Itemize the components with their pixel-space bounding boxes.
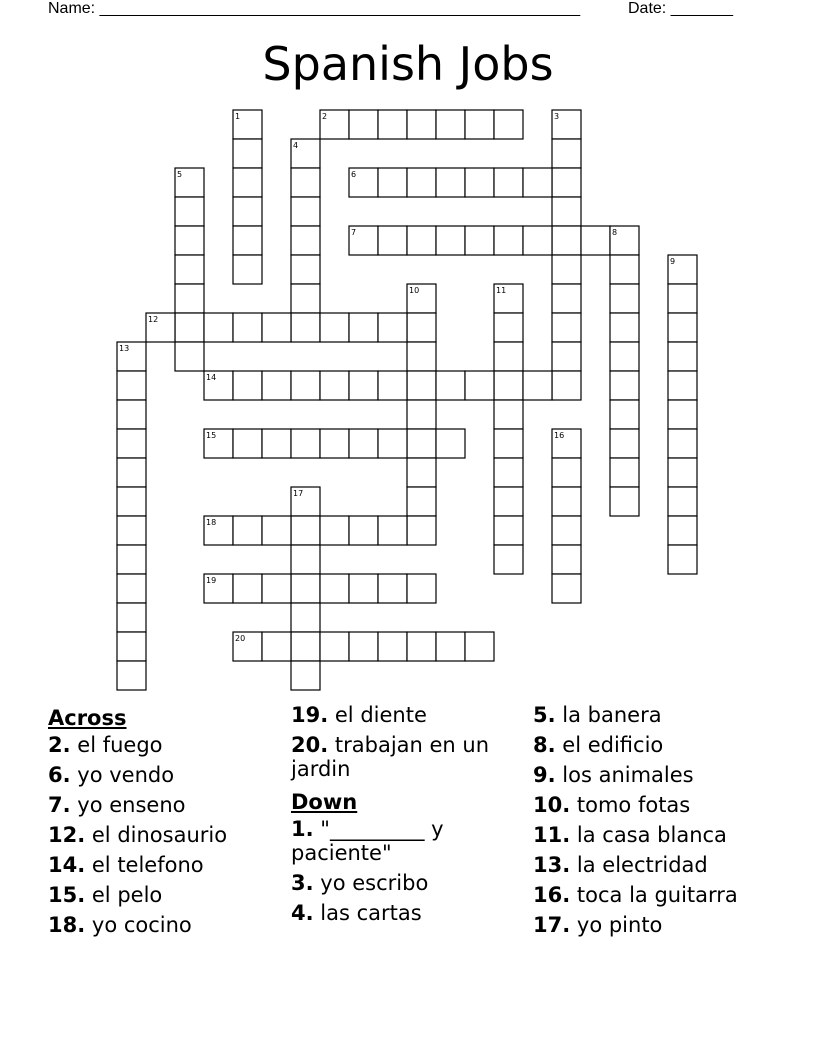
grid-cell[interactable] (291, 197, 320, 226)
grid-cell[interactable] (494, 458, 523, 487)
clue-down-3: 3. yo escribo (291, 871, 429, 895)
grid-cell[interactable] (175, 197, 204, 226)
grid-cell[interactable] (349, 429, 378, 458)
grid-cell[interactable] (407, 574, 436, 603)
grid-cell[interactable] (407, 516, 436, 545)
grid-cell[interactable] (494, 110, 523, 139)
name-label: Name: ______________________________________________________ (48, 0, 581, 17)
clue-across-18: 18. yo cocino (48, 913, 192, 937)
grid-cell[interactable] (291, 284, 320, 313)
grid-cell[interactable] (407, 110, 436, 139)
clue-number-16: 16 (554, 431, 565, 440)
clue-number-18: 18 (206, 518, 217, 527)
clue-number-5: 5 (177, 170, 183, 179)
clue-number-12: 12 (148, 315, 159, 324)
grid-cell[interactable] (175, 313, 204, 342)
grid-cell[interactable] (262, 371, 291, 400)
grid-cell[interactable] (233, 429, 262, 458)
grid-cell[interactable] (610, 400, 639, 429)
grid-cell[interactable] (117, 400, 146, 429)
grid-cell[interactable] (668, 458, 697, 487)
clue-across-2: 2. el fuego (48, 733, 163, 757)
grid-cell[interactable] (523, 371, 552, 400)
grid-cell[interactable] (233, 371, 262, 400)
grid-cell[interactable] (465, 632, 494, 661)
grid-cell[interactable] (378, 371, 407, 400)
clue-column-2 (291, 703, 523, 931)
clue-number-13: 13 (119, 344, 130, 353)
clue-down-16: 16. toca la guitarra (533, 883, 738, 907)
grid-cell[interactable] (233, 255, 262, 284)
grid-cell[interactable] (291, 313, 320, 342)
grid-cell[interactable] (175, 255, 204, 284)
grid-cell[interactable] (320, 516, 349, 545)
grid-cell[interactable] (349, 110, 378, 139)
grid-cell[interactable] (523, 168, 552, 197)
clue-down-10: 10. tomo fotas (533, 793, 691, 817)
grid-cell[interactable] (552, 487, 581, 516)
grid-cell[interactable] (668, 429, 697, 458)
grid-cell[interactable] (407, 458, 436, 487)
grid-cell[interactable] (291, 632, 320, 661)
clue-number-11: 11 (496, 286, 507, 295)
grid-cell[interactable] (233, 168, 262, 197)
grid-cell[interactable] (436, 632, 465, 661)
grid-cell[interactable] (349, 371, 378, 400)
grid-cell[interactable] (552, 313, 581, 342)
grid-cell[interactable] (233, 197, 262, 226)
grid-cell[interactable] (320, 371, 349, 400)
clue-across-20: 20. trabajan en un jardin (291, 733, 490, 781)
grid-cell[interactable] (262, 429, 291, 458)
grid-cell[interactable] (668, 313, 697, 342)
grid-cell[interactable] (233, 516, 262, 545)
clue-number-10: 10 (409, 286, 420, 295)
clue-across-7: 7. yo enseno (48, 793, 186, 817)
grid-cell[interactable] (407, 226, 436, 255)
grid-cell[interactable] (117, 661, 146, 690)
grid-cell[interactable] (465, 371, 494, 400)
grid-cell[interactable] (407, 342, 436, 371)
grid-cell[interactable] (291, 168, 320, 197)
clue-down-9: 9. los animales (533, 763, 694, 787)
grid-cell[interactable] (407, 313, 436, 342)
clue-down-4: 4. las cartas (291, 901, 422, 925)
grid-cell[interactable] (436, 168, 465, 197)
grid-cell[interactable] (436, 371, 465, 400)
clue-down-8: 8. el edificio (533, 733, 664, 757)
clue-number-4: 4 (293, 141, 299, 150)
grid-cell[interactable] (175, 284, 204, 313)
grid-cell[interactable] (233, 313, 262, 342)
grid-cell[interactable] (349, 313, 378, 342)
grid-cell[interactable] (610, 429, 639, 458)
grid-cell[interactable] (291, 603, 320, 632)
clue-number-9: 9 (670, 257, 676, 266)
grid-cell[interactable] (320, 632, 349, 661)
grid-cell[interactable] (117, 545, 146, 574)
grid-cell[interactable] (291, 371, 320, 400)
grid-cell[interactable] (378, 110, 407, 139)
grid-cell[interactable] (378, 632, 407, 661)
grid-cell[interactable] (494, 487, 523, 516)
grid-cell[interactable] (552, 342, 581, 371)
grid-cell[interactable] (262, 516, 291, 545)
page-title: Spanish Jobs (262, 37, 554, 91)
clue-column-3 (533, 703, 765, 943)
grid-cell[interactable] (668, 487, 697, 516)
grid-cell[interactable] (233, 139, 262, 168)
clue-number-7: 7 (351, 228, 357, 237)
grid-cell[interactable] (117, 458, 146, 487)
grid-cell[interactable] (378, 168, 407, 197)
grid-cell[interactable] (204, 313, 233, 342)
grid-cell[interactable] (494, 516, 523, 545)
grid-cell[interactable] (552, 516, 581, 545)
grid-cell[interactable] (610, 342, 639, 371)
grid-cell[interactable] (465, 226, 494, 255)
grid-cell[interactable] (349, 574, 378, 603)
grid-cell[interactable] (552, 139, 581, 168)
grid-cell[interactable] (407, 371, 436, 400)
grid-cell[interactable] (581, 226, 610, 255)
grid-cell[interactable] (610, 284, 639, 313)
grid-cell[interactable] (262, 313, 291, 342)
grid-cell[interactable] (117, 603, 146, 632)
clue-across-14: 14. el telefono (48, 853, 204, 877)
grid-cell[interactable] (668, 342, 697, 371)
grid-cell[interactable] (407, 400, 436, 429)
grid-cell[interactable] (407, 487, 436, 516)
grid-cell[interactable] (349, 632, 378, 661)
grid-cell[interactable] (436, 110, 465, 139)
grid-cell[interactable] (117, 574, 146, 603)
grid-cell[interactable] (552, 545, 581, 574)
grid-cell[interactable] (610, 371, 639, 400)
down-heading: Down (291, 790, 358, 814)
grid-cell[interactable] (407, 632, 436, 661)
clue-across-19: 19. el diente (291, 703, 427, 727)
grid-cell[interactable] (494, 342, 523, 371)
grid-cell[interactable] (552, 226, 581, 255)
grid-cell[interactable] (552, 284, 581, 313)
grid-cell[interactable] (610, 255, 639, 284)
grid-cell[interactable] (262, 574, 291, 603)
grid-cell[interactable] (407, 168, 436, 197)
grid-cell[interactable] (349, 516, 378, 545)
grid-cell[interactable] (552, 168, 581, 197)
grid-cell[interactable] (117, 632, 146, 661)
clue-down-1: 1. "_________ y paciente" (291, 817, 444, 865)
grid-cell[interactable] (465, 168, 494, 197)
grid-cell[interactable] (291, 255, 320, 284)
grid-cell[interactable] (610, 487, 639, 516)
grid-cell[interactable] (378, 226, 407, 255)
grid-cell[interactable] (175, 226, 204, 255)
grid-cell[interactable] (494, 226, 523, 255)
clue-number-15: 15 (206, 431, 217, 440)
clue-across-15: 15. el pelo (48, 883, 163, 907)
clue-down-13: 13. la electridad (533, 853, 708, 877)
grid-cell[interactable] (378, 429, 407, 458)
grid-cell[interactable] (262, 632, 291, 661)
grid-cell[interactable] (436, 429, 465, 458)
grid-cell[interactable] (117, 516, 146, 545)
grid-cell[interactable] (494, 545, 523, 574)
grid-cell[interactable] (291, 429, 320, 458)
grid-cell[interactable] (378, 574, 407, 603)
grid-cell[interactable] (552, 255, 581, 284)
grid-cell[interactable] (668, 371, 697, 400)
across-heading: Across (48, 706, 127, 730)
grid-cell[interactable] (117, 429, 146, 458)
grid-cell[interactable] (668, 545, 697, 574)
clue-number-2: 2 (322, 112, 328, 121)
clue-down-5: 5. la banera (533, 703, 662, 727)
date-label: Date: _______ (628, 0, 733, 17)
clue-across-12: 12. el dinosaurio (48, 823, 228, 847)
clue-number-19: 19 (206, 576, 217, 585)
grid-cell[interactable] (117, 371, 146, 400)
clue-number-17: 17 (293, 489, 304, 498)
clue-down-11: 11. la casa blanca (533, 823, 727, 847)
grid-cell[interactable] (610, 313, 639, 342)
clue-column-1 (48, 703, 280, 943)
clue-number-14: 14 (206, 373, 217, 382)
grid-cell[interactable] (407, 429, 436, 458)
grid-cell[interactable] (494, 371, 523, 400)
grid-cell[interactable] (378, 313, 407, 342)
grid-cell[interactable] (378, 516, 407, 545)
clues-section (48, 703, 788, 963)
grid-cell[interactable] (320, 313, 349, 342)
grid-cell[interactable] (291, 545, 320, 574)
grid-cell[interactable] (494, 313, 523, 342)
grid-cell[interactable] (291, 574, 320, 603)
grid-cell[interactable] (117, 487, 146, 516)
grid-cell[interactable] (494, 400, 523, 429)
grid-cell[interactable] (494, 429, 523, 458)
clue-number-1: 1 (235, 112, 241, 121)
grid-cell[interactable] (233, 574, 262, 603)
grid-cell[interactable] (291, 661, 320, 690)
grid-cell[interactable] (233, 226, 262, 255)
grid-cell[interactable] (465, 110, 494, 139)
grid-cell[interactable] (552, 371, 581, 400)
grid-cell[interactable] (175, 342, 204, 371)
clue-number-3: 3 (554, 112, 560, 121)
grid-cell[interactable] (610, 458, 639, 487)
grid-cell[interactable] (523, 226, 552, 255)
grid-cell[interactable] (668, 516, 697, 545)
clue-down-17: 17. yo pinto (533, 913, 663, 937)
grid-cell[interactable] (291, 516, 320, 545)
clue-number-20: 20 (235, 634, 246, 643)
clue-number-6: 6 (351, 170, 357, 179)
grid-cell[interactable] (552, 197, 581, 226)
grid-cell[interactable] (291, 226, 320, 255)
grid-cell[interactable] (320, 429, 349, 458)
clue-number-8: 8 (612, 228, 618, 237)
grid-cell[interactable] (552, 458, 581, 487)
grid-cell[interactable] (668, 400, 697, 429)
grid-cell[interactable] (552, 574, 581, 603)
grid-cell[interactable] (320, 574, 349, 603)
grid-cell[interactable] (494, 168, 523, 197)
grid-cell[interactable] (436, 226, 465, 255)
clue-across-6: 6. yo vendo (48, 763, 175, 787)
grid-cell[interactable] (668, 284, 697, 313)
